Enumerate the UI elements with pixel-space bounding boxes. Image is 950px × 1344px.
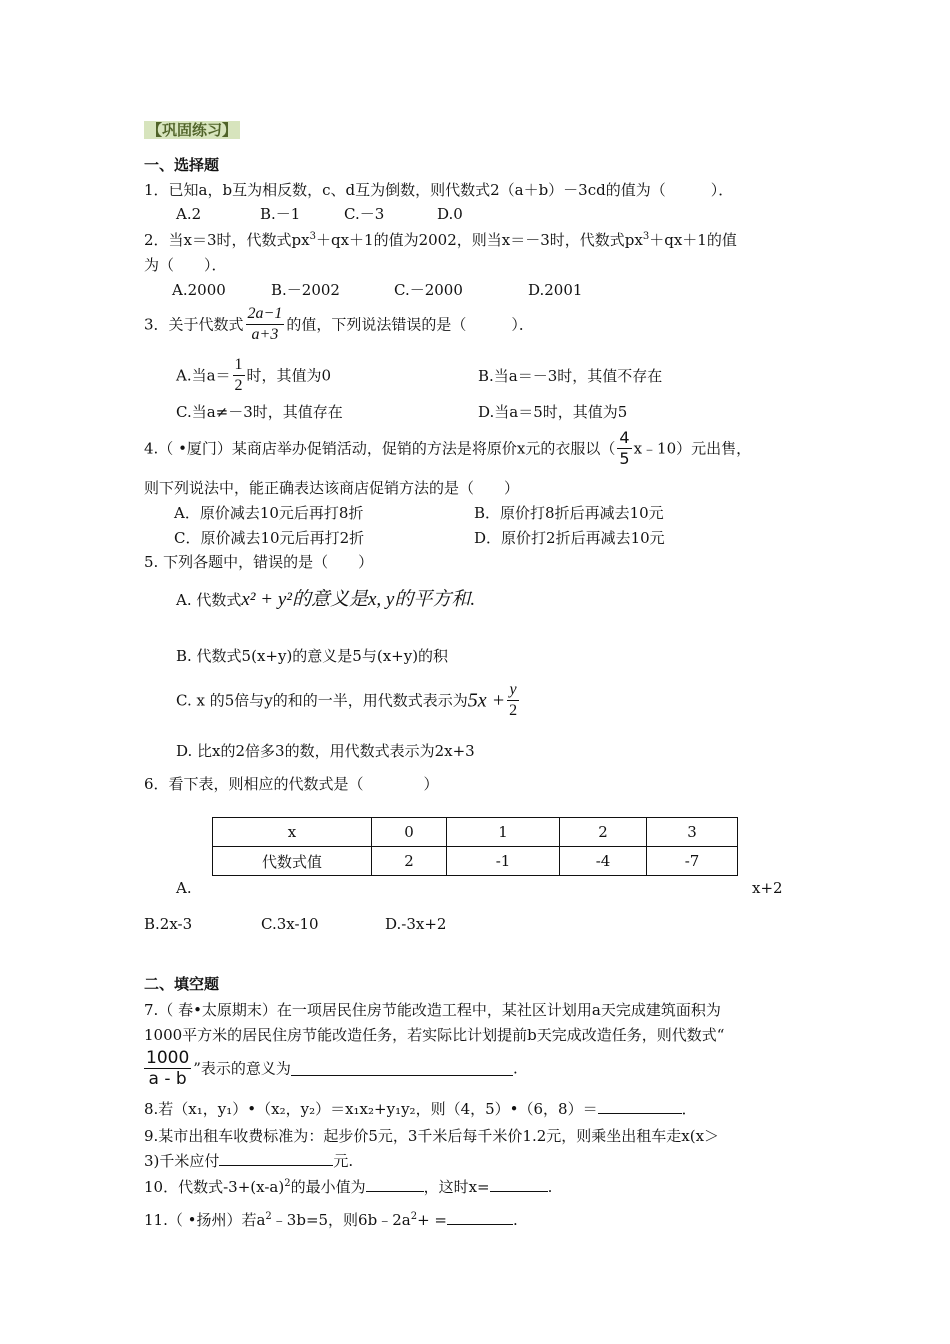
table-cell: 2 (560, 818, 647, 847)
q8-answer-blank[interactable] (598, 1099, 682, 1114)
table-cell: x (213, 818, 372, 847)
q6-option-a: A. (176, 879, 192, 897)
q4-option-b: B．原价打8折后再减去10元 (474, 504, 664, 522)
q6-table (212, 817, 738, 876)
q1-option-d: D.0 (437, 205, 463, 223)
q11-stem: 11.（ •扬州）若$a^2﹣3b=5$，则$6b﹣2a^2+$ = . (144, 1211, 518, 1229)
table-cell: 1 (447, 818, 560, 847)
part2-title: 二、填空题 (144, 975, 220, 993)
q2-option-b: B.－2002 (271, 281, 340, 299)
q7-line3: $\frac{1000}{a - b}$ ”表示的意义为 . (146, 1048, 518, 1089)
section-header: 【巩固练习】 (144, 120, 240, 140)
table-cell: -4 (560, 847, 647, 876)
table-cell: 3 (647, 818, 738, 847)
q11-answer-blank[interactable] (447, 1210, 513, 1225)
q9-line1: 9.某市出租车收费标准为：起步价5元，3千米后每千米价1.2元，则乘坐出租车走x(x＞ (144, 1127, 720, 1145)
q2-stem: 2．当x＝3时，代数式$px^3+qx+1$的值为2002，则当x＝－3时，代数式$px^3+qx+1$的值 (144, 231, 737, 249)
q9-line2: 3)千米应付 元. (144, 1152, 354, 1170)
q4-stem-line2: 则下列说法中，能正确表达该商店促销方法的是（ ） (144, 479, 520, 497)
q2-option-c: C.－2000 (394, 281, 463, 299)
table-row (213, 847, 738, 876)
q4-option-c: C．原价减去10元后再打2折 (174, 529, 365, 547)
q5-stem: 5. 下列各题中，错误的是（ ） (144, 553, 374, 571)
q7-answer-blank[interactable] (291, 1061, 513, 1076)
q4-option-a: A．原价减去10元后再打8折 (174, 504, 364, 522)
q3-fraction: $\frac{2a-1}{a+3}$ (247, 305, 283, 343)
q7-line1: 7.（ 春•太原期末）在一项居民住房节能改造工程中，某社区计划用a天完成建筑面积为 (144, 1001, 721, 1019)
q4-option-d: D．原价打2折后再减去10元 (474, 529, 665, 547)
table-cell: -7 (647, 847, 738, 876)
q1-stem: 1．已知a，b互为相反数，c、d互为倒数，则代数式2（a＋b）－3cd的值为（ ）． (144, 181, 734, 199)
q3-option-d: D.当a＝5时，其值为5 (478, 403, 628, 421)
q2-option-a: A.2000 (172, 281, 226, 299)
q7-line2: 1000平方米的居民住房节能改造任务，若实际比计划提前b天完成改造任务，则代数式“ (144, 1026, 725, 1044)
table-cell: -1 (447, 847, 560, 876)
q5-option-a: A. 代数式x² + y²的意义是x, y的平方和. (176, 589, 476, 610)
q3-option-c: C.当a≠－3时，其值存在 (176, 403, 343, 421)
q10-answer-blank-1[interactable] (366, 1177, 424, 1192)
q8-stem: 8.若（x₁，y₁）•（x₂，y₂）＝x₁x₂+y₁y₂，则（4，5）•（6，8）＝ ． (144, 1100, 697, 1118)
table-cell: 2 (372, 847, 447, 876)
q9-answer-blank[interactable] (219, 1151, 333, 1166)
q4-stem: 4.（ •厦门）某商店举办促销活动，促销的方法是将原价x元的衣服以（ $\frac{4}{5}$ x﹣10）元出售， (144, 428, 752, 468)
part1-title: 一、选择题 (144, 156, 220, 174)
q1-option-a: A.2 (176, 205, 202, 223)
q6-option-d: D.-3x+2 (385, 915, 447, 933)
q2-option-d: D.2001 (528, 281, 583, 299)
table-row (213, 818, 738, 847)
q2-stem-line2: 为（ ）． (144, 256, 227, 274)
q10-answer-blank-2[interactable] (490, 1177, 548, 1192)
q10-stem: 10．代数式$-3+(x-a)^2$的最小值为 ，这时x= . (144, 1178, 553, 1196)
q3-stem: 3．关于代数式 $\frac{2a-1}{a+3}$ 的值，下列说法错误的是（ ）． (144, 305, 534, 343)
q6-option-c: C.3x-10 (261, 915, 319, 933)
q6-stem: 6．看下表，则相应的代数式是（ ） (144, 775, 439, 793)
q5-option-b: B. 代数式5(x+y)的意义是5与(x+y)的积 (176, 647, 449, 665)
q3-option-b: B.当a＝－3时，其值不存在 (478, 367, 663, 385)
q1-option-b: B.－1 (260, 205, 301, 223)
q3-option-a: A.当a＝ $\frac{1}{2}$ 时，其值为0 (176, 356, 332, 394)
table-cell: 代数式值 (213, 847, 372, 876)
table-cell: 0 (372, 818, 447, 847)
q5-option-d: D. 比x的2倍多3的数，用代数式表示为2x+3 (176, 742, 475, 760)
q5-option-c: C. x 的5倍与y的和的一半，用代数式表示为5x + $\frac{y}{2}$ (176, 681, 518, 719)
q6-option-b: B.2x-3 (144, 915, 193, 933)
q6-option-a-tail: x+2 (752, 879, 783, 897)
q1-option-c: C.－3 (344, 205, 385, 223)
